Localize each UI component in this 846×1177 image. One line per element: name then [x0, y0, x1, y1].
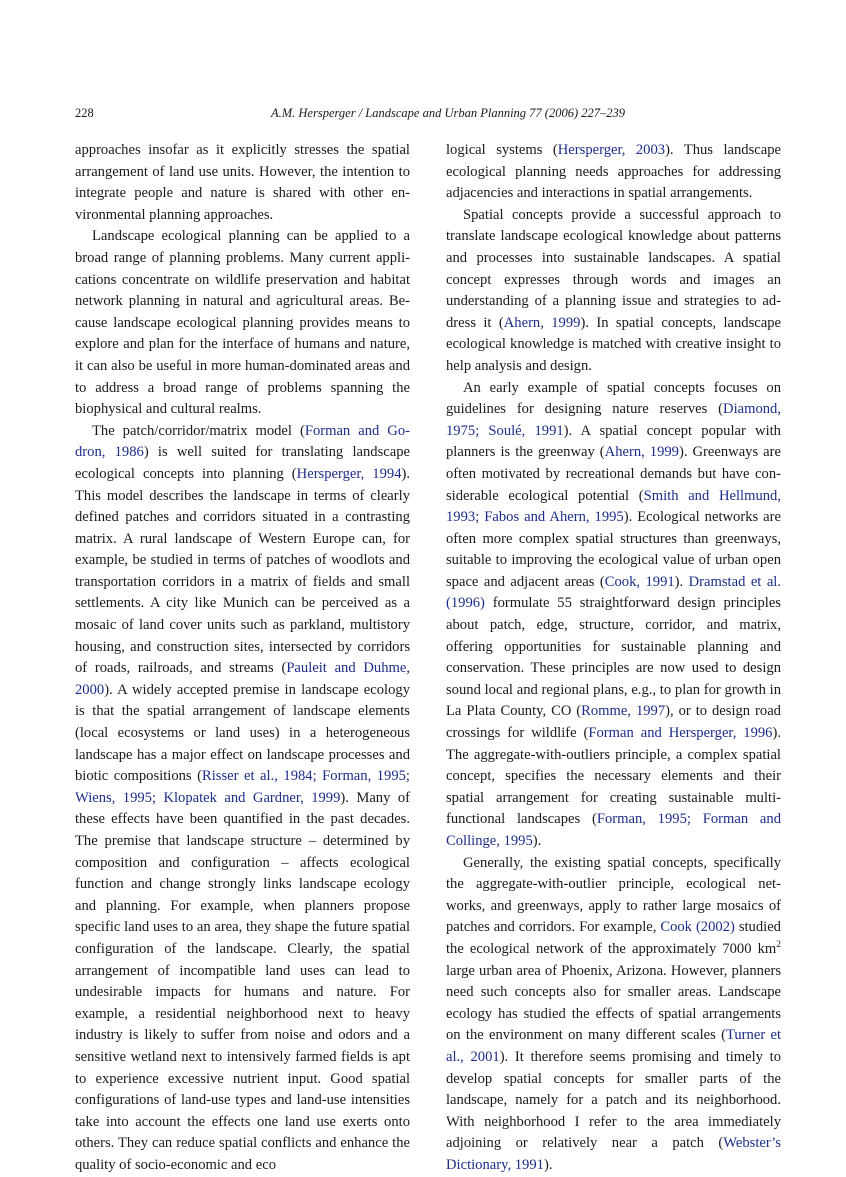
body-text: ). Ecological networks are often more complex spatial structures than greenways, suitable to improving the ecological value of urban open space and adjacent areas ( — [446, 509, 781, 590]
left-column — [75, 140, 410, 1177]
page-number: 228 — [75, 106, 94, 120]
body-text: ). The aggregate-with-outliers principle, a complex spatial concept, specifies the necessary elements and their spatial arrangement for creating sustainable multi-functional landscapes ( — [446, 725, 781, 828]
body-text: ), or to design road crossings for wildlife ( — [446, 703, 781, 742]
superscript: 2 — [776, 939, 781, 950]
body-text: ). It therefore seems promising and timely to develop spatial concepts for smaller parts of the landscape, namely for a patch and its neighborhood. With neighborhood I refer to the area immediately adjoining or relatively near a patch ( — [446, 1048, 781, 1152]
citation-link[interactable]: Romme, 1997 — [581, 703, 666, 720]
body-text: studied the ecological network of the approximately 7000 km — [446, 919, 781, 957]
body-text: logical systems ( — [446, 142, 558, 158]
body-text: ). In spatial concepts, landscape ecological knowledge is matched with creative insight to help analysis and design. — [446, 314, 782, 374]
body-text: Spatial concepts provide a successful approach to translate landscape ecological knowledge about patterns and processes into sustainable landscapes. A spatial concept expresses through words and images an understanding of a planning issue and strategies to address it ( — [446, 206, 781, 331]
citation-link[interactable]: Webster’s Dictionary, 1991 — [446, 1135, 781, 1173]
citation-link[interactable]: Ahern, 1999 — [604, 444, 679, 461]
body-text: ). This model describes the landscape in terms of clearly defined patches and corridors situated in a contrasting matrix. A rural landscape of Western Europe can, for example, be studied in terms of patches of woodlots and transportation corridors in a matrix of fields and small settlements. A city like Munich can be perceived as a mosaic of land cover units such as parkland, multistory housing, and construction sites, intersected by corridors of roads, railroads, and streams ( — [75, 465, 411, 677]
running-head: A.M. Hersperger / Landscape and Urban Planning 77 (2006) 227–239 — [270, 106, 626, 120]
body-text: large urban area of Phoenix, Arizona. However, planners need such concepts also for smaller areas. Landscape ecology has studied the effects of spatial arrangements on the environment on many different scales ( — [446, 962, 781, 1044]
paragraph — [446, 853, 781, 1177]
citation-link[interactable]: Ahern, 1999 — [503, 314, 581, 331]
body-text: An early example of spatial concepts focuses on guidelines for designing nature reserves ( — [446, 379, 781, 418]
citation-link[interactable]: Risser et al., 1984; Forman, 1995; Wiens, 1995; Klopatek and Gardner, 1999 — [75, 768, 410, 806]
citation-link[interactable]: Hersperger, 2003 — [557, 142, 666, 158]
right-column — [446, 140, 781, 1177]
body-text: ). — [674, 573, 689, 590]
citation-link[interactable]: Diamond, 1975; Soulé, 1991 — [446, 401, 781, 439]
citation-link[interactable]: Forman and Hersperger, 1996 — [588, 725, 773, 742]
citation-link[interactable]: Dramstad et al. (1996) — [446, 573, 781, 612]
body-text: The patch/corridor/matrix model ( — [92, 422, 305, 439]
body-text: ) is well suited for translating landscape ecological concepts into planning ( — [75, 444, 410, 482]
body-text: ). Thus landscape ecological planning needs approaches for addressing adjacencies and interactions in spatial arrangements. — [446, 142, 781, 202]
citation-link[interactable]: Cook, 1991 — [604, 573, 675, 590]
body-text: ). Many of these effects have been quantified in the past decades. The premise that landscape structure – determined by composition and configuration – affects ecological function and change strongly links landscape ecology and planning. For example, when planners propose specific land uses to an area, they shape the future spatial configuration of the landscape. Clearly, the spatial arrangement of incompatible land uses can lead to undesirable impacts for humans and nature. For example, a residential neighborhood next to heavy industry is likely to suffer from noise and odors and a sensitive wetland next to intensively farmed fields is apt to experience excessive nutrient input. Good spatial configurations of land-use types and land-use intensities take into account the effects one land use exerts onto others. They can reduce spatial conflicts and enhance the quality of socio-economic and eco — [75, 789, 410, 1173]
paragraph — [446, 378, 781, 853]
body-text: formulate 55 straightforward design principles about patch, edge, structure, corridor, and matrix, offering opportunities for sustainable planning and conservation. These principles are now used to design sound local and regional plans, e.g., to plan for growth in La Plata County, CO ( — [446, 595, 781, 720]
citation-link[interactable]: Turner et al., 2001 — [446, 1027, 782, 1065]
paragraph — [75, 140, 410, 226]
citation-link[interactable]: Forman and Godron, 1986 — [75, 422, 410, 461]
paragraph — [446, 205, 781, 378]
body-text: Landscape ecological planning can be applied to a broad range of planning problems. Many current applications concentrate on wildlife preservation and habitat network planning in natural and agricultural areas. Because landscape ecological planning provides means to explore and plan for the interface of humans and nature, it can also be useful in more human-dominated areas and to address a broad range of problems spanning the biophysical and cultural realms. — [75, 228, 410, 418]
citation-link[interactable]: Forman, 1995; Forman and Collinge, 1995 — [446, 811, 781, 849]
body-text: ). A widely accepted premise in landscape ecology is that the spatial arrangement of landscape elements (local ecosystems or land uses) in a heterogeneous landscape has a major effect on landscape processes and biotic compositions ( — [75, 681, 410, 785]
body-text: approaches insofar as it explicitly stresses the spatial arrangement of land use units. However, the intention to integrate people and nature is shared with other environmental planning approaches. — [75, 142, 410, 223]
body-text: Generally, the existing spatial concepts, specifically the aggregate-with-outlier principle, ecological networks, and greenways, apply to rather large mosaics of patches and corridors. For example, — [446, 854, 781, 936]
citation-link[interactable]: Smith and Hellmund, 1993; Fabos and Ahern, 1995 — [446, 487, 781, 526]
paragraph — [75, 421, 410, 1177]
paragraph — [75, 226, 410, 420]
citation-link[interactable]: Pauleit and Duhme, 2000 — [75, 660, 410, 698]
citation-link[interactable]: Hersperger, 1994 — [296, 465, 402, 482]
paragraph — [446, 140, 781, 205]
body-text: ). — [532, 833, 542, 849]
body-text: ). — [543, 1156, 553, 1173]
body-text: ). Greenways are often motivated by recreational demands but have considerable ecological potential ( — [446, 444, 781, 504]
body-text: ). A spatial concept popular with planners is the greenway ( — [446, 422, 781, 461]
citation-link[interactable]: Cook (2002) — [660, 919, 735, 936]
page-header — [75, 106, 781, 124]
